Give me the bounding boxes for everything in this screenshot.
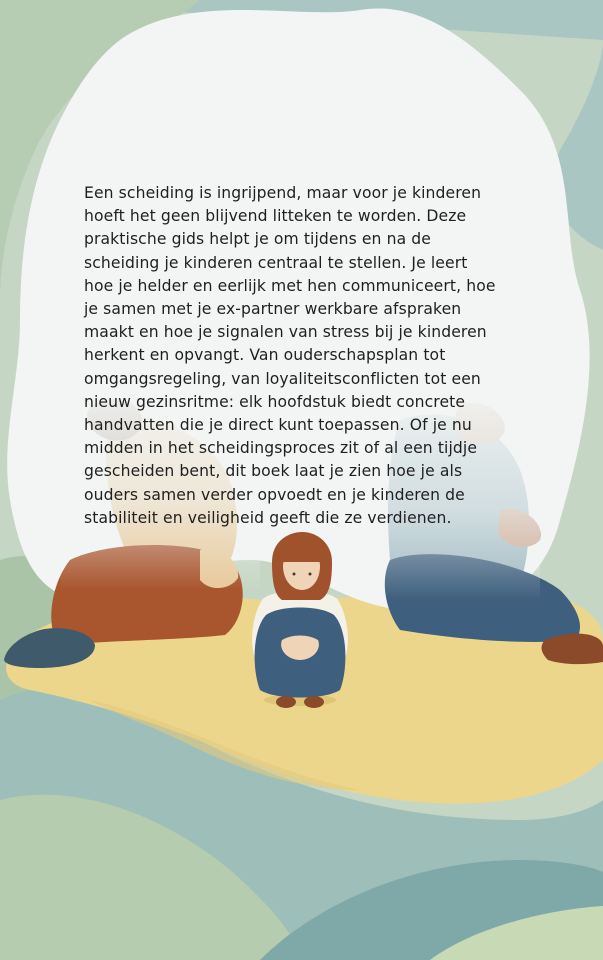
blurb-line: omgangsregeling, van loyaliteitsconflicten tot een [84, 369, 481, 388]
back-cover-blurb [84, 182, 554, 530]
blurb-line: hoeft het geen blijvend litteken te worden. Deze [84, 207, 467, 226]
blurb-line: scheiding je kinderen centraal te stellen. Je leert [84, 253, 468, 272]
blurb-line: stabiliteit en veiligheid geeft die ze verdienen. [84, 508, 452, 527]
blurb-line: je samen met je ex-partner werkbare afspraken [84, 300, 462, 319]
blurb-line: herkent en opvangt. Van ouderschapsplan tot [84, 346, 446, 365]
blurb-line: nieuw gezinsritme: elk hoofdstuk biedt concrete [84, 392, 466, 411]
blurb-line: Een scheiding is ingrijpend, maar voor je kinderen [84, 184, 482, 202]
blurb-line: hoe je helder en eerlijk met hen communiceert, hoe [84, 276, 496, 295]
blurb-line: praktische gids helpt je om tijdens en na de [84, 230, 431, 249]
blurb-line: gescheiden bent, dit boek laat je zien hoe je als [84, 462, 463, 481]
blurb-line: midden in het scheidingsproces zit of al een tijdje [84, 439, 478, 458]
blurb-line: maakt en hoe je signalen van stress bij je kinderen [84, 323, 487, 342]
blurb-line: ouders samen verder opvoedt en je kinderen de [84, 485, 465, 504]
blurb-line: handvatten die je direct kunt toepassen. Of je nu [84, 416, 472, 435]
